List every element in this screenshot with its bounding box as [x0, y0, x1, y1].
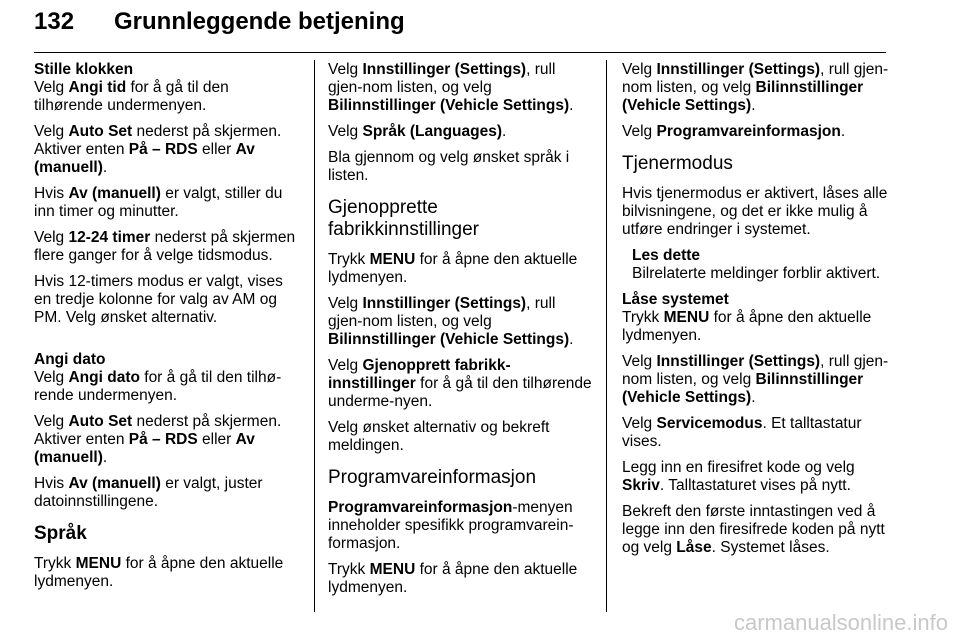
section-heading-software-info: Programvareinformasjon: [328, 467, 537, 488]
watermark: carmanualsonline.info: [733, 610, 948, 635]
section-heading-clock: Stille klokken: [34, 61, 134, 78]
column-divider: [314, 60, 315, 612]
column-3: [622, 61, 890, 565]
paragraph: Velg Innstillinger (Settings), rull gjen-nom listen, og velg Bilinnstillinger (Vehicle Settings).: [328, 295, 574, 348]
column-divider: [606, 60, 607, 612]
paragraph: Trykk MENU for å åpne den aktuelle lydmenyen.: [328, 561, 578, 596]
note-title: Les dette: [632, 247, 701, 264]
paragraph: Hvis 12-timers modus er valgt, vises en tredje kolonne for valg av AM og PM. Velg ønsket alternativ.: [34, 273, 283, 326]
paragraph: Hvis Av (manuell) er valgt, stiller du inn timer og minutter.: [34, 185, 283, 220]
paragraph: Velg Innstillinger (Settings), rull gjen-nom listen, og velg Bilinnstillinger (Vehicle Settings).: [328, 61, 574, 114]
paragraph: Hvis Av (manuell) er valgt, juster datoinnstillingene.: [34, 475, 263, 510]
paragraph: Hvis tjenermodus er aktivert, låses alle bilvisningene, og det er ikke mulig å utføre endringer i systemet.: [622, 185, 888, 238]
section-heading-lock-system: Låse systemet: [622, 291, 729, 308]
paragraph: Trykk MENU for å åpne den aktuelle lydmenyen.: [328, 251, 578, 286]
paragraph: Velg Innstillinger (Settings), rull gjen-nom listen, og velg Bilinnstillinger (Vehicle Settings).: [622, 61, 889, 114]
paragraph: Velg ønsket alternativ og bekreft meldingen.: [328, 419, 550, 454]
column-2: [328, 61, 592, 605]
page-number: 132: [34, 8, 75, 35]
section-heading-language: Språk: [34, 523, 87, 544]
paragraph: Programvareinformasjon-menyen inneholder spesifikk programvarein-formasjon.: [328, 499, 574, 552]
section-heading-date: Angi dato: [34, 351, 106, 368]
note-box: [622, 247, 890, 283]
paragraph: Velg 12-24 timer nederst på skjermen flere ganger for å velge tidsmodus.: [34, 229, 296, 264]
paragraph: Velg Gjenopprett fabrikk-innstillinger for å gå til den tilhørende underme-nyen.: [328, 357, 592, 410]
chapter-title: Grunnleggende betjening: [114, 8, 405, 35]
paragraph: Velg Auto Set nederst på skjermen. Aktiver enten På – RDS eller Av (manuell).: [34, 413, 282, 466]
note-text: Bilrelaterte meldinger forblir aktivert.: [632, 265, 881, 282]
column-1: [34, 61, 300, 599]
paragraph: Velg Språk (Languages).: [328, 123, 507, 140]
paragraph: Bekreft den første inntastingen ved å legge inn den firesifrede koden på nytt og velg Låse. Systemet låses.: [622, 503, 885, 556]
page-header: [34, 0, 886, 53]
paragraph: Velg Auto Set nederst på skjermen. Aktiver enten På – RDS eller Av (manuell).: [34, 123, 282, 176]
paragraph: Velg Innstillinger (Settings), rull gjen-nom listen, og velg Bilinnstillinger (Vehicle Settings).: [622, 353, 889, 406]
paragraph: Velg Programvareinformasjon.: [622, 123, 846, 140]
paragraph: Velg Angi tid for å gå til den tilhørende undermenyen.: [34, 79, 229, 114]
section-heading-factory-reset: Gjenopprette fabrikkinnstillinger: [328, 197, 480, 240]
paragraph: Bla gjennom og velg ønsket språk i listen.: [328, 149, 570, 184]
paragraph: Legg inn en firesifret kode og velg Skriv. Talltastaturet vises på nytt.: [622, 459, 855, 494]
paragraph: Velg Servicemodus. Et talltastatur vises.: [622, 415, 862, 450]
paragraph: Trykk MENU for å åpne den aktuelle lydmenyen.: [34, 555, 284, 590]
section-heading-service-mode: Tjenermodus: [622, 153, 733, 174]
paragraph: Velg Angi dato for å gå til den tilhø-rende undermenyen.: [34, 369, 282, 404]
paragraph: Trykk MENU for å åpne den aktuelle lydmenyen.: [622, 309, 872, 344]
